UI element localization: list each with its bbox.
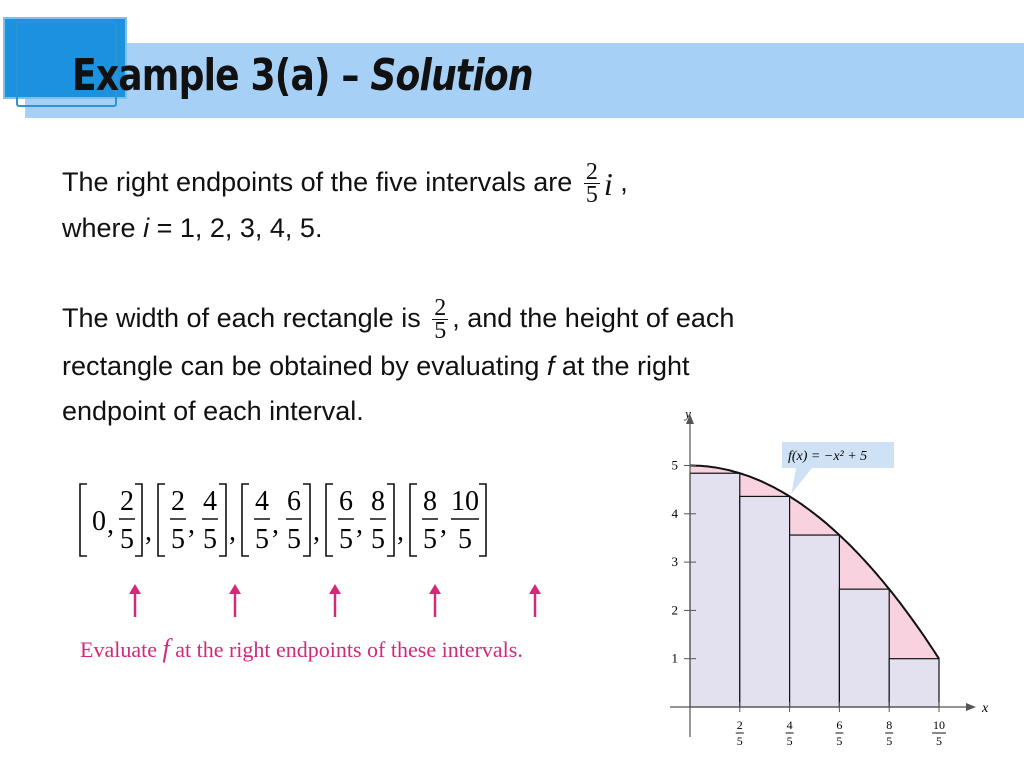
interval-start bbox=[338, 486, 354, 555]
fraction-denominator: 5 bbox=[458, 524, 472, 555]
x-tick-numerator: 10 bbox=[933, 718, 945, 732]
variable-f: f bbox=[546, 351, 555, 381]
bracket bbox=[326, 484, 333, 556]
y-tick-label: 2 bbox=[671, 602, 678, 618]
slide-title bbox=[72, 50, 533, 101]
fraction-denominator: 5 bbox=[120, 524, 134, 555]
x-tick-denominator: 5 bbox=[786, 734, 793, 748]
caption-rest: at the right endpoints of these intervals. bbox=[175, 637, 523, 662]
caption-f: f bbox=[162, 634, 170, 663]
x-tick-denominator: 5 bbox=[836, 734, 843, 748]
x-tick-denominator: 5 bbox=[936, 734, 942, 748]
interval-comma: , bbox=[188, 509, 195, 540]
interval-end bbox=[202, 486, 218, 555]
x-tick-label bbox=[786, 718, 794, 748]
variable-i-inline: i bbox=[143, 213, 150, 244]
paragraph-width-line1 bbox=[62, 293, 734, 343]
arrow-up-icon bbox=[226, 583, 244, 619]
fraction-width bbox=[432, 295, 448, 345]
x-tick-numerator: 8 bbox=[886, 718, 893, 732]
x-tick-label bbox=[835, 718, 843, 748]
evaluate-caption bbox=[80, 634, 523, 664]
riemann-rectangle bbox=[889, 659, 939, 707]
paragraph-width-line2 bbox=[62, 343, 734, 389]
fraction-numerator: 10 bbox=[451, 486, 479, 517]
y-tick-label: 3 bbox=[671, 554, 678, 570]
bracket bbox=[158, 484, 165, 556]
function-label-pointer bbox=[792, 468, 812, 493]
width-text: The width of each rectangle is bbox=[62, 303, 421, 333]
fraction-denominator: 5 bbox=[423, 524, 437, 555]
bracket bbox=[479, 484, 486, 556]
riemann-rectangle bbox=[839, 589, 889, 707]
x-tick-numerator: 4 bbox=[786, 718, 793, 732]
x-tick-label bbox=[885, 718, 893, 748]
where-text: where bbox=[62, 213, 136, 244]
right-text: at the right bbox=[561, 351, 690, 381]
x-axis-label: x bbox=[982, 701, 989, 716]
interval-comma: , bbox=[107, 509, 114, 540]
height-text: , and the height of each bbox=[452, 303, 735, 333]
bracket bbox=[135, 484, 142, 556]
arrow-up-icon bbox=[126, 583, 144, 619]
fraction-denominator: 5 bbox=[585, 182, 598, 209]
fraction-denominator: 5 bbox=[255, 524, 269, 555]
arrow-up-icon bbox=[326, 583, 344, 619]
paragraph-endpoints-line2 bbox=[62, 206, 628, 250]
interval-list bbox=[76, 478, 586, 564]
interval-start bbox=[254, 486, 270, 555]
comma: , bbox=[620, 167, 628, 197]
interval-separator: , bbox=[313, 516, 320, 547]
fraction-numerator: 2 bbox=[120, 486, 134, 517]
endpoints-text: The right endpoints of the five intervals are bbox=[62, 167, 573, 197]
x-tick-denominator: 5 bbox=[886, 734, 893, 748]
x-tick-numerator: 2 bbox=[736, 718, 743, 732]
fraction-two-fifths bbox=[584, 159, 600, 209]
bracket bbox=[303, 484, 310, 556]
fraction-numerator: 8 bbox=[423, 486, 437, 517]
y-tick-label: 5 bbox=[671, 457, 678, 473]
y-tick-label: 4 bbox=[671, 505, 678, 521]
fraction-numerator: 6 bbox=[339, 486, 353, 517]
fraction-denominator: 5 bbox=[371, 524, 385, 555]
fraction-numerator: 4 bbox=[203, 486, 217, 517]
index-values: = 1, 2, 3, 4, 5. bbox=[156, 213, 323, 244]
x-axis-arrow-icon bbox=[966, 703, 976, 711]
interval-separator: , bbox=[145, 516, 152, 547]
interval-start bbox=[422, 486, 438, 555]
bracket bbox=[242, 484, 249, 556]
fraction-numerator: 2 bbox=[434, 295, 447, 322]
interval-end bbox=[451, 486, 479, 555]
interval-comma: , bbox=[440, 509, 447, 540]
bracket bbox=[80, 484, 87, 556]
title-main: Example 3(a) – bbox=[72, 50, 371, 101]
x-tick-label bbox=[932, 718, 946, 748]
bracket bbox=[219, 484, 226, 556]
fraction-denominator: 5 bbox=[434, 318, 447, 345]
riemann-rectangle bbox=[790, 535, 840, 707]
interval-end bbox=[370, 486, 386, 555]
interval-end bbox=[286, 486, 302, 555]
y-axis-label: y bbox=[685, 406, 691, 421]
paragraph-width bbox=[62, 293, 734, 433]
interval-separator: , bbox=[397, 516, 404, 547]
arrow-up-icon bbox=[526, 583, 544, 619]
paragraph-width-line3: endpoint of each interval. bbox=[62, 396, 364, 426]
interval-start: 0 bbox=[92, 506, 106, 537]
riemann-rectangle bbox=[740, 496, 790, 707]
fraction-denominator: 5 bbox=[287, 524, 301, 555]
paragraph-endpoints-line1 bbox=[62, 159, 628, 209]
interval-separator: , bbox=[229, 516, 236, 547]
function-label: f(x) = −x² + 5 bbox=[788, 449, 868, 464]
title-italic: Solution bbox=[370, 50, 533, 101]
fraction-numerator: 2 bbox=[585, 159, 598, 186]
x-tick-denominator: 5 bbox=[736, 734, 743, 748]
fraction-numerator: 6 bbox=[287, 486, 301, 517]
riemann-sum-graph bbox=[650, 400, 1000, 748]
x-tick-numerator: 6 bbox=[836, 718, 843, 732]
riemann-rectangle bbox=[690, 473, 740, 707]
variable-i: i bbox=[603, 165, 613, 202]
interval-comma: , bbox=[272, 509, 279, 540]
arrow-up-icon bbox=[426, 583, 444, 619]
fraction-denominator: 5 bbox=[171, 524, 185, 555]
interval-start bbox=[170, 486, 186, 555]
bracket bbox=[387, 484, 394, 556]
fraction-denominator: 5 bbox=[203, 524, 217, 555]
interval-end bbox=[119, 486, 135, 555]
bracket bbox=[410, 484, 417, 556]
x-tick-label bbox=[736, 718, 744, 748]
fraction-numerator: 2 bbox=[171, 486, 185, 517]
y-tick-label: 1 bbox=[671, 650, 678, 666]
fraction-denominator: 5 bbox=[339, 524, 353, 555]
paragraph-endpoints bbox=[62, 160, 628, 250]
fraction-numerator: 8 bbox=[371, 486, 385, 517]
interval-comma: , bbox=[356, 509, 363, 540]
evaluating-text: rectangle can be obtained by evaluating bbox=[62, 351, 540, 381]
fraction-numerator: 4 bbox=[255, 486, 269, 517]
caption-evaluate: Evaluate bbox=[80, 637, 157, 662]
